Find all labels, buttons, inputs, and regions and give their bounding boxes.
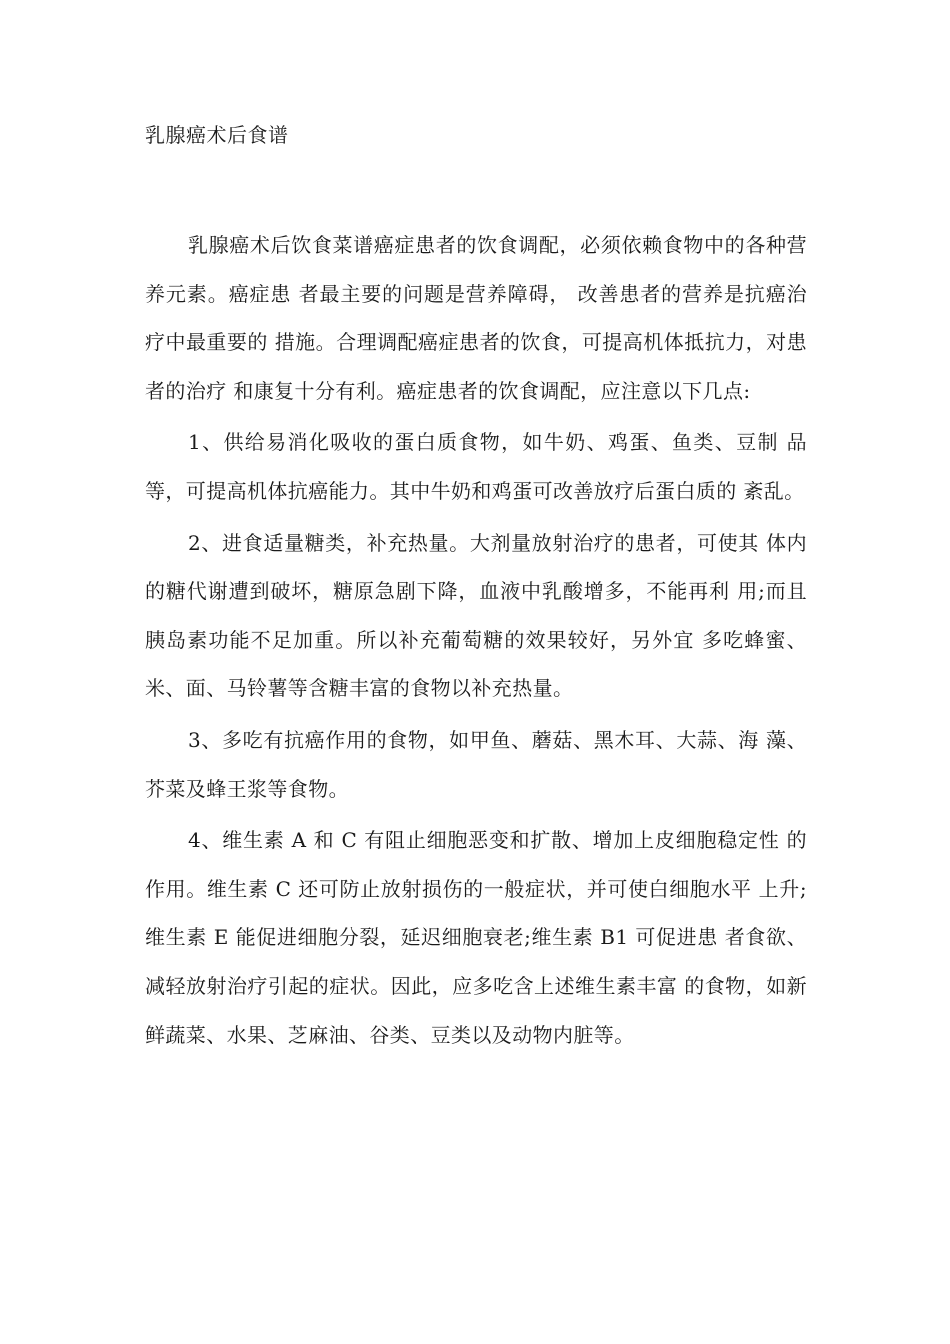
point-2-paragraph: 2、进食适量糖类，补充热量。大剂量放射治疗的患者，可使其 体内的糖代谢遭到破坏，糖原急剧下降，血液中乳酸增多，不能再利 用;而且胰岛素功能不足加重。所以补充葡萄糖的效果较好，另外宜 多吃蜂蜜、米、面、马铃薯等含糖丰富的食物以补充热量。 — [145, 530, 807, 701]
document-title: 乳腺癌术后食谱 — [145, 123, 289, 147]
point-4-paragraph: 4、维生素 A 和 C 有阻止细胞恶变和扩散、增加上皮细胞稳定性 的作用。维生素 C 还可防止放射损伤的一般症状，并可使白细胞水平 上升;维生素 E 能促进细胞分裂，延迟细胞衰老;维生素 B1 可促进患 者食欲、减轻放射治疗引起的症状。因此，应多吃含上述维生素丰富 的食物，如新鲜蔬菜、水果、芝麻油、谷类、豆类以及动物内脏等。 — [145, 828, 807, 1047]
point-3-paragraph: 3、多吃有抗癌作用的食物，如甲鱼、蘑菇、黑木耳、大蒜、海 藻、芥菜及蜂王浆等食物。 — [145, 727, 807, 801]
document-page — [145, 118, 807, 1059]
intro-paragraph: 乳腺癌术后饮食菜谱癌症患者的饮食调配，必须依赖食物中的各种营养元素。癌症患 者最主要的问题是营养障碍， 改善患者的营养是抗癌治疗中最重要的 措施。合理调配癌症患者的饮食，可提高机体抵抗力，对患者的治疗 和康复十分有利。癌症患者的饮食调配，应注意以下几点: — [145, 233, 807, 403]
point-1-paragraph: 1、供给易消化吸收的蛋白质食物，如牛奶、鸡蛋、鱼类、豆制 品等，可提高机体抗癌能力。其中牛奶和鸡蛋可改善放疗后蛋白质的 紊乱。 — [145, 430, 807, 503]
